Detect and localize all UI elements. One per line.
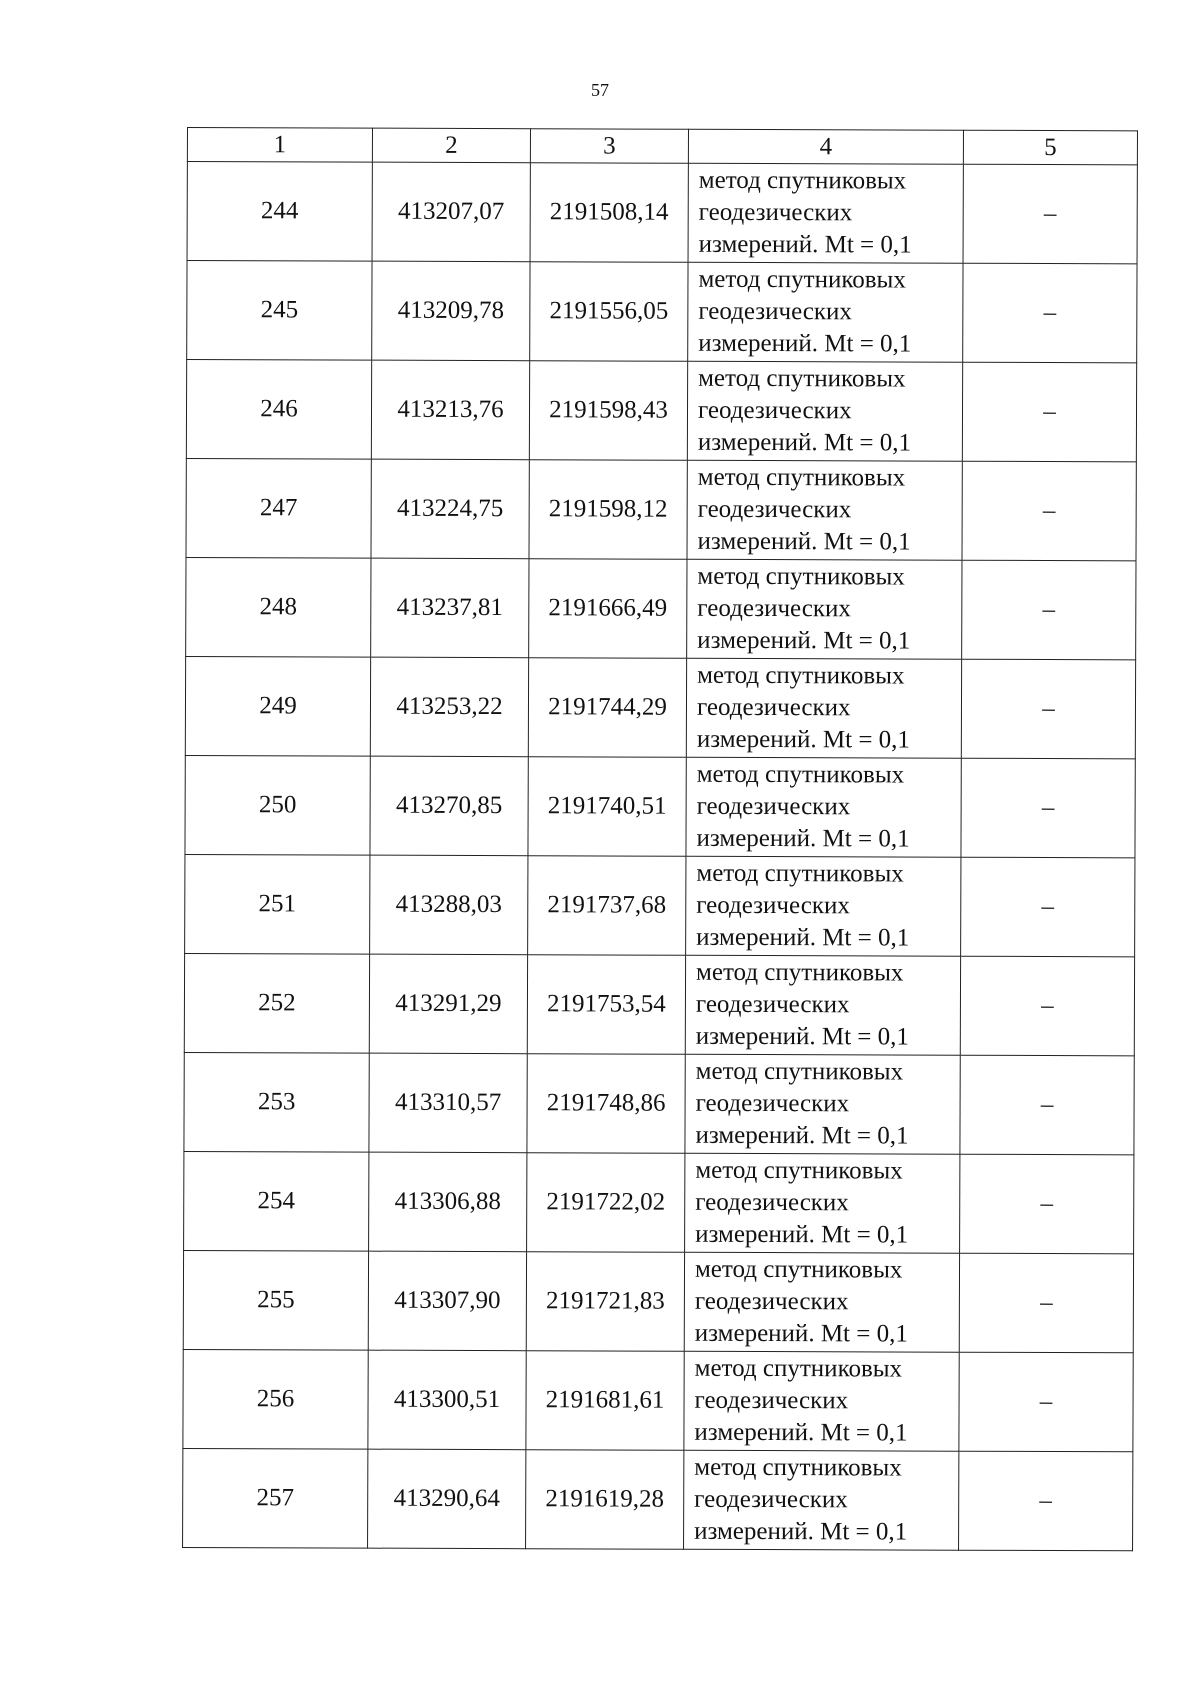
table-body: [183, 162, 1138, 1551]
method-cell: [688, 262, 963, 362]
x-coordinate-cell: 413306,88: [369, 1152, 527, 1252]
x-coordinate-cell: 413307,90: [368, 1251, 526, 1351]
method-line: метод спутниковых: [698, 364, 906, 393]
header-row: [187, 128, 1137, 165]
method-line: метод спутниковых: [695, 1156, 903, 1185]
method-line: метод спутниковых: [698, 166, 907, 195]
method-line: геодезических: [694, 1485, 848, 1514]
method-line: метод спутниковых: [694, 1255, 903, 1284]
y-coordinate-cell: 2191748,86: [527, 1054, 685, 1154]
point-number-cell: 252: [184, 953, 369, 1053]
x-coordinate-cell: 413270,85: [370, 756, 528, 856]
method-cell: [686, 757, 961, 857]
method-line: геодезических: [696, 891, 850, 920]
method-line: геодезических: [697, 495, 852, 524]
table-row: [186, 458, 1136, 560]
method-line: геодезических: [696, 792, 851, 821]
method-cell: [686, 856, 961, 956]
point-number-cell: 256: [183, 1349, 368, 1449]
method-line: метод спутниковых: [696, 958, 904, 987]
method-line: измерений. Mt = 0,1: [698, 329, 912, 358]
method-line: метод спутниковых: [694, 1453, 902, 1482]
y-coordinate-cell: 2191598,43: [529, 361, 687, 461]
note-cell: –: [962, 461, 1136, 561]
method-line: геодезических: [698, 297, 852, 326]
y-coordinate-cell: 2191666,49: [529, 559, 687, 659]
table-row: [183, 1448, 1133, 1550]
method-line: метод спутниковых: [698, 265, 906, 294]
method-line: метод спутниковых: [697, 463, 906, 492]
note-cell: –: [960, 956, 1134, 1056]
y-coordinate-cell: 2191556,05: [530, 262, 688, 362]
method-line: измерений. Mt = 0,1: [695, 1121, 909, 1150]
note-cell: –: [961, 758, 1135, 858]
x-coordinate-cell: 413253,22: [370, 657, 528, 757]
point-number-cell: 246: [186, 360, 371, 460]
y-coordinate-cell: 2191740,51: [528, 757, 686, 857]
note-cell: –: [963, 164, 1137, 264]
point-number-cell: 244: [187, 162, 372, 262]
method-line: геодезических: [694, 1386, 849, 1415]
header-col-2: 2: [372, 128, 530, 163]
note-cell: –: [959, 1451, 1133, 1551]
table-header: [187, 128, 1137, 165]
method-line: измерений. Mt = 0,1: [697, 527, 911, 556]
note-cell: –: [962, 560, 1136, 660]
note-cell: –: [960, 1154, 1134, 1254]
x-coordinate-cell: 413290,64: [368, 1449, 526, 1549]
y-coordinate-cell: 2191744,29: [528, 658, 686, 758]
point-number-cell: 257: [183, 1448, 368, 1548]
point-number-cell: 249: [185, 656, 370, 756]
method-line: геодезических: [695, 1188, 849, 1217]
table-row: [185, 656, 1135, 758]
method-line: геодезических: [697, 396, 852, 425]
table-row: [183, 1349, 1133, 1451]
point-number-cell: 247: [186, 458, 371, 558]
point-number-cell: 251: [185, 854, 370, 954]
y-coordinate-cell: 2191681,61: [526, 1351, 684, 1451]
method-line: измерений. Mt = 0,1: [696, 923, 910, 952]
method-line: измерений. Mt = 0,1: [695, 1220, 909, 1249]
y-coordinate-cell: 2191598,12: [529, 460, 687, 560]
method-line: метод спутниковых: [697, 661, 905, 690]
coordinates-table: [182, 127, 1138, 1551]
x-coordinate-cell: 413237,81: [371, 558, 529, 658]
method-cell: [687, 559, 962, 659]
point-number-cell: 245: [187, 261, 372, 361]
note-cell: –: [959, 1253, 1133, 1353]
method-line: метод спутниковых: [694, 1354, 903, 1383]
note-cell: –: [961, 857, 1135, 957]
y-coordinate-cell: 2191721,83: [526, 1252, 684, 1352]
note-cell: –: [960, 1055, 1134, 1155]
method-line: измерений. Mt = 0,1: [697, 626, 911, 655]
table-row: [186, 360, 1136, 462]
method-line: геодезических: [694, 1287, 849, 1316]
method-line: измерений. Mt = 0,1: [696, 725, 910, 754]
header-col-3: 3: [530, 129, 688, 164]
method-line: измерений. Mt = 0,1: [694, 1517, 908, 1546]
method-cell: [685, 1153, 960, 1253]
x-coordinate-cell: 413291,29: [369, 954, 527, 1054]
method-cell: [686, 658, 961, 758]
note-cell: –: [963, 263, 1137, 363]
method-cell: [684, 1351, 959, 1451]
method-line: измерений. Mt = 0,1: [694, 1319, 908, 1348]
method-cell: [685, 955, 960, 1055]
method-cell: [685, 1054, 960, 1154]
method-line: геодезических: [695, 990, 850, 1019]
table-row: [185, 755, 1135, 857]
x-coordinate-cell: 413224,75: [371, 459, 529, 559]
method-cell: [684, 1450, 959, 1550]
header-col-5: 5: [963, 130, 1137, 165]
method-line: метод спутниковых: [696, 859, 904, 888]
y-coordinate-cell: 2191508,14: [530, 163, 688, 263]
note-cell: –: [959, 1352, 1133, 1452]
point-number-cell: 254: [184, 1151, 369, 1251]
method-line: метод спутниковых: [696, 760, 905, 789]
method-line: измерений. Mt = 0,1: [694, 1418, 908, 1447]
method-line: метод спутниковых: [697, 562, 905, 591]
y-coordinate-cell: 2191753,54: [527, 955, 685, 1055]
point-number-cell: 248: [186, 557, 371, 657]
note-cell: –: [961, 659, 1135, 759]
method-line: метод спутниковых: [695, 1057, 904, 1086]
point-number-cell: 250: [185, 755, 370, 855]
header-col-4: 4: [688, 129, 963, 164]
x-coordinate-cell: 413310,57: [369, 1053, 527, 1153]
method-line: измерений. Mt = 0,1: [697, 428, 912, 457]
y-coordinate-cell: 2191722,02: [527, 1153, 685, 1253]
note-cell: –: [962, 362, 1136, 462]
x-coordinate-cell: 413300,51: [368, 1350, 526, 1450]
table-row: [184, 953, 1134, 1055]
method-cell: [687, 460, 962, 560]
table-row: [187, 162, 1137, 264]
header-col-1: 1: [187, 128, 372, 163]
method-line: геодезических: [697, 594, 851, 623]
table-row: [184, 1052, 1134, 1154]
method-cell: [684, 1252, 959, 1352]
method-line: геодезических: [696, 693, 851, 722]
method-line: геодезических: [698, 198, 853, 227]
x-coordinate-cell: 413213,76: [371, 360, 529, 460]
x-coordinate-cell: 413207,07: [372, 162, 530, 262]
method-cell: [687, 361, 962, 461]
method-cell: [688, 163, 963, 263]
table-row: [187, 261, 1137, 363]
table-row: [184, 1151, 1134, 1253]
method-line: измерений. Mt = 0,1: [696, 824, 910, 853]
table-row: [183, 1250, 1133, 1352]
y-coordinate-cell: 2191737,68: [528, 856, 686, 956]
method-line: геодезических: [695, 1089, 850, 1118]
table-row: [186, 557, 1136, 659]
method-line: измерений. Mt = 0,1: [698, 230, 912, 259]
table-row: [185, 854, 1135, 956]
point-number-cell: 255: [183, 1250, 368, 1350]
x-coordinate-cell: 413209,78: [372, 261, 530, 361]
page-number: 57: [591, 80, 609, 100]
point-number-cell: 253: [184, 1052, 369, 1152]
method-line: измерений. Mt = 0,1: [695, 1022, 909, 1051]
x-coordinate-cell: 413288,03: [370, 855, 528, 955]
y-coordinate-cell: 2191619,28: [526, 1450, 684, 1550]
